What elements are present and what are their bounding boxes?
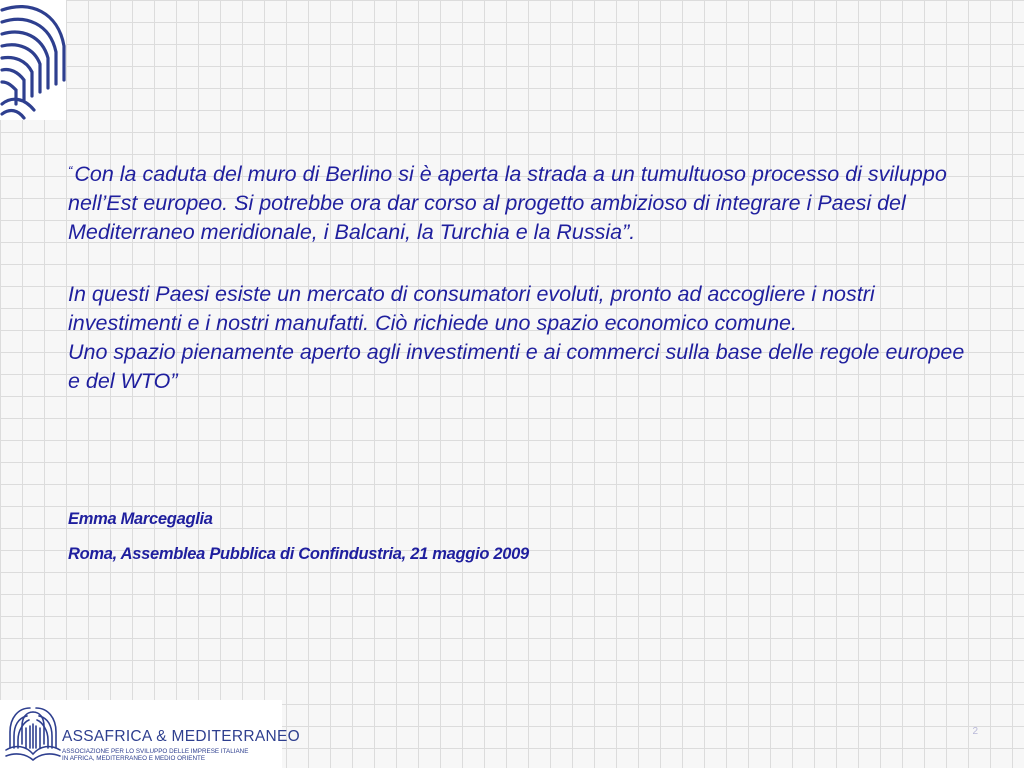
footer-subtitle-line-2: IN AFRICA, MEDITERRANEO E MEDIO ORIENTE [62,755,206,763]
quote-paragraph-2: In questi Paesi esiste un mercato di consumatori evoluti, pronto ad accogliere i nostri investimenti e i nostri manufatti. Ciò richiede uno spazio economico comune. [68,282,875,335]
footer-logo [0,700,301,768]
footer-subtitle [62,748,248,762]
footer-subtitle-line-1: ASSOCIAZIONE PER LO SVILUPPO DELLE IMPRESE ITALIANE [62,748,249,755]
attribution [68,508,529,565]
footer-organization-name: ASSAFRICA & MEDITERRANEO [62,728,301,745]
footer-eagle-icon [4,704,62,764]
page-number: 2 [972,726,978,737]
event-line: Roma, Assemblea Pubblica di Confindustria, 21 maggio 2009 [68,545,529,563]
quote-text-1: Con la caduta del muro di Berlino si è aperta la strada a un tumultuoso processo di sviluppo nell’Est europeo. Si potrebbe ora dar corso al progetto ambizioso di integrare i Paesi del Mediterraneo meridionale, i Balcani, la Turchia e la Russia”. [68,162,947,244]
paragraph-spacer [68,247,980,280]
author-name: Emma Marcegaglia [68,510,213,528]
quote-block [68,156,980,396]
quote-paragraph-3: Uno spazio pienamente aperto agli investimenti e ai commerci sulla base delle regole europee e del WTO” [68,340,965,393]
quote-paragraph-1 [68,156,980,247]
eagle-logo-icon [0,0,66,120]
open-quote-mark: “ [68,163,73,178]
eagle-logo [0,0,66,120]
